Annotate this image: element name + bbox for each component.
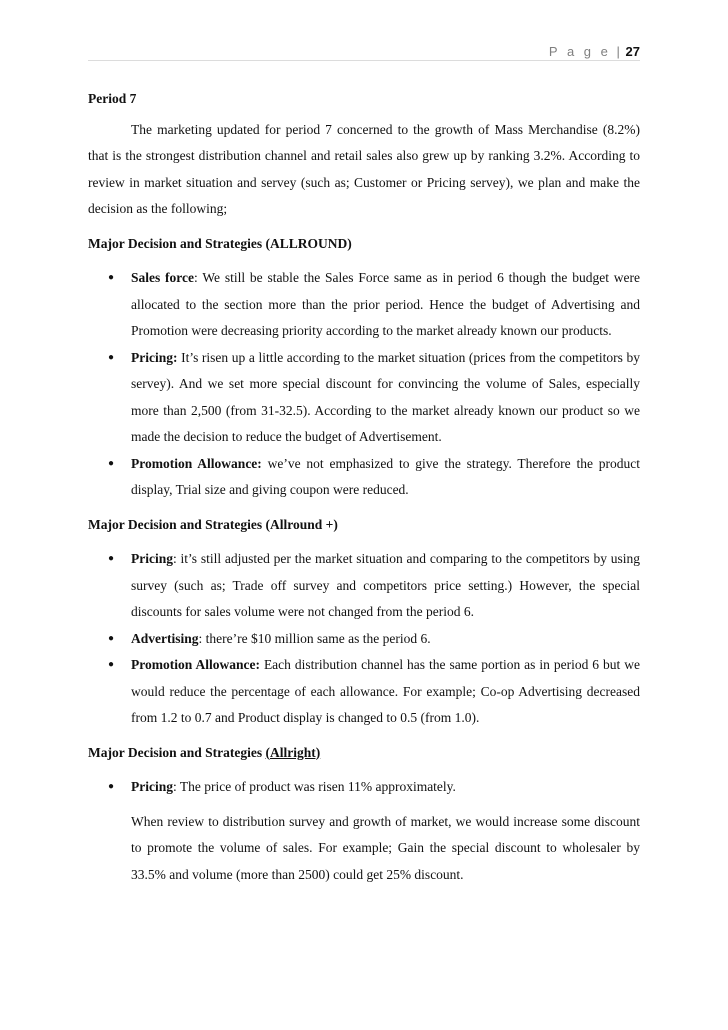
header-separator: | bbox=[616, 44, 620, 59]
item-label: Pricing: bbox=[131, 349, 178, 365]
item-text: It’s risen up a little according to the market situation (prices from the competitors by servey). And we set more special discount for convincing the volume of Sales, especially more than 2,500 (from 31-32.5). According to the market already known our product so we made the decision to reduce the budget of Advertisement. bbox=[131, 349, 640, 444]
section3-paragraph: When review to distribution survey and growth of market, we would increase some discount to promote the volume of sales. For example; Gain the special discount to wholesaler by 33.5% and volume (more than 2500) could get 25% discount. bbox=[131, 813, 640, 882]
section3-title bbox=[88, 740, 640, 767]
item-label: Sales force bbox=[131, 270, 195, 285]
intro-paragraph: The marketing updated for period 7 concerned to the growth of Mass Merchandise (8.2%) that is the strongest distribution channel and retail sales also grew up by ranking 3.2%. According to review in market situation and servey (such as; Customer or Pricing servey), we plan and make the decision as the following; bbox=[88, 121, 640, 216]
period-heading: Period 7 bbox=[88, 91, 137, 106]
page-header bbox=[549, 44, 640, 59]
list-item bbox=[88, 345, 640, 451]
document-body bbox=[88, 86, 640, 888]
section1-list bbox=[88, 265, 640, 504]
page-label: P a g e bbox=[548, 44, 611, 59]
item-label: Promotion Allowance: bbox=[131, 455, 262, 471]
item-label: Pricing bbox=[131, 779, 173, 794]
section2-title: Major Decision and Strategies (Allround +) bbox=[88, 516, 338, 532]
item-text: there’re $10 million same as the period 6. bbox=[202, 630, 431, 646]
list-item bbox=[88, 652, 640, 732]
section2-list bbox=[88, 546, 640, 732]
list-item bbox=[88, 451, 640, 504]
section3-title-underlined: (Allright) bbox=[265, 744, 321, 760]
list-item bbox=[88, 626, 640, 653]
item-sep: : bbox=[173, 779, 177, 794]
section1-title: Major Decision and Strategies (ALLROUND) bbox=[88, 235, 352, 251]
list-item bbox=[88, 774, 640, 801]
item-text: The price of product was risen 11% approximately. bbox=[176, 779, 456, 794]
item-text: we’ve not emphasized to give the strategy. Therefore the product display, Trial size and giving coupon were reduced. bbox=[131, 455, 640, 497]
item-sep: : bbox=[198, 630, 203, 646]
item-label: Advertising bbox=[131, 630, 199, 646]
list-item bbox=[88, 546, 640, 626]
section3-title-prefix: Major Decision and Strategies bbox=[88, 744, 266, 760]
item-text: We still be stable the Sales Force same as in period 6 though the budget were allocated to the section more than the prior period. Hence the budget of Advertising and Promotion were decreasing priority according to the market already known our products. bbox=[131, 270, 641, 338]
item-text: Each distribution channel has the same portion as in period 6 but we would reduce the percentage of each allowance. For example; Co-op Advertising decreased from 1.2 to 0.7 and Product display is changed to 0.5 (from 1.0). bbox=[131, 657, 640, 725]
item-label: Promotion Allowance: bbox=[131, 657, 260, 672]
item-sep: : bbox=[194, 270, 198, 285]
item-sep: : bbox=[173, 551, 177, 566]
section3-list bbox=[88, 774, 640, 801]
page-number: 27 bbox=[625, 44, 640, 59]
item-label: Pricing bbox=[131, 551, 173, 566]
header-rule bbox=[88, 60, 640, 61]
item-text: it’s still adjusted per the market situation and comparing to the competitors by using survey (such as; Trade off survey and competitors price setting.) However, the special discounts for sales volume were not changed from the period 6. bbox=[131, 551, 640, 619]
list-item bbox=[88, 265, 640, 345]
